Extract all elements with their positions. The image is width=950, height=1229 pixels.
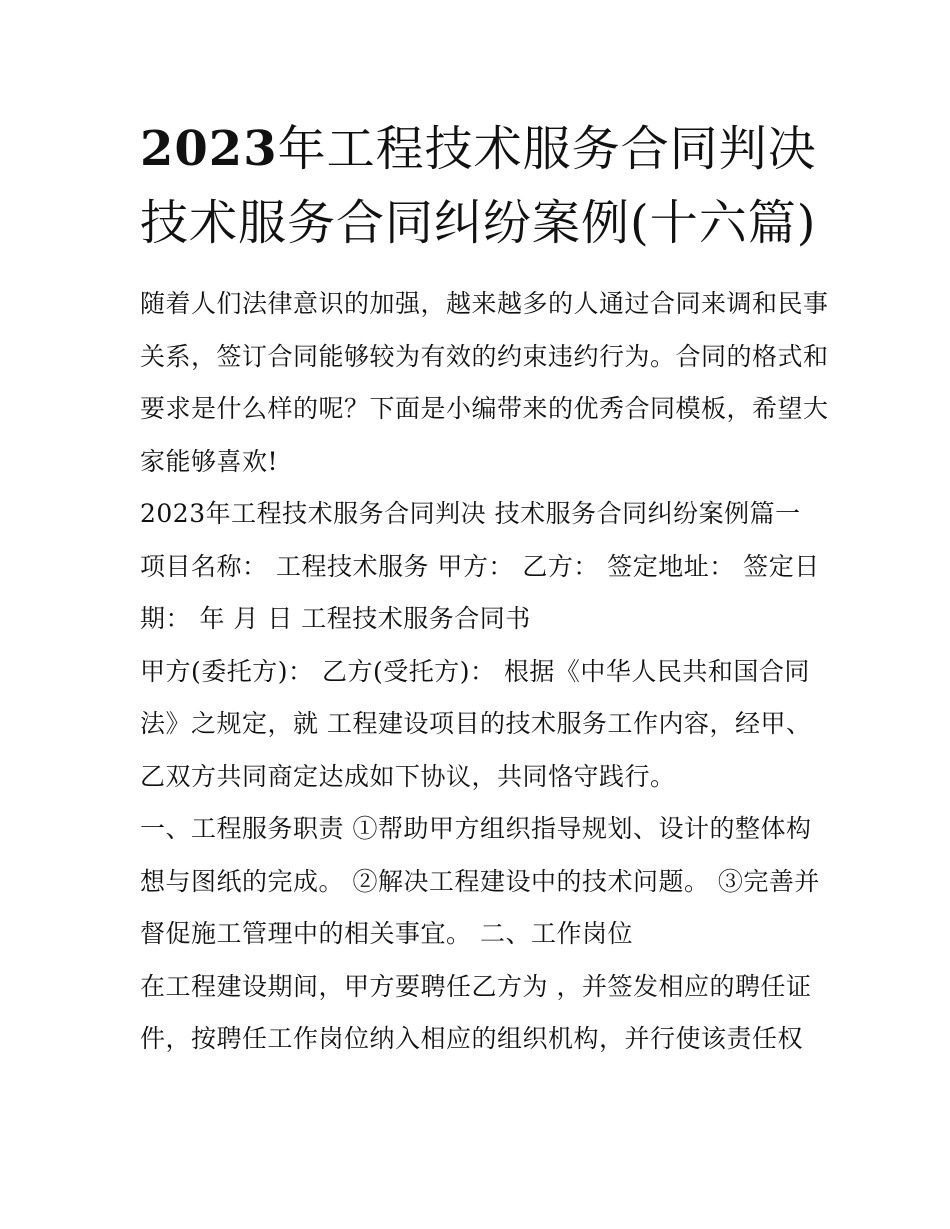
contract-header-paragraph: 2023年工程技术服务合同判决 技术服务合同纠纷案例篇一 项目名称： 工程技术服务 甲方： 乙方： 签定地址： 签定日期： 年 月 日 工程技术服务合同书 (140, 499, 820, 633)
duties-paragraph: 一、工程服务职责 ①帮助甲方组织指导规划、设计的整体构想与图纸的完成。 ②解决工程建设中的技术问题。 ③完善并督促施工管理中的相关事宜。 二、工作岗位 (140, 814, 820, 948)
intro-paragraph: 随着人们法律意识的加强，越来越多的人通过合同来调和民事关系，签订合同能够较为有效的约束违约行为。合同的格式和要求是什么样的呢？下面是小编带来的优秀合同模板，希望大家能够喜欢! (140, 289, 829, 476)
document-page (140, 112, 830, 1066)
title-text: 年工程技术服务合同判决 技术服务合同纠纷案例(十六篇) (140, 121, 817, 251)
document-title (140, 112, 830, 260)
title-year: 2023 (140, 121, 278, 177)
parties-paragraph: 甲方(委托方)： 乙方(受托方)： 根据《中华人民共和国合同法》之规定，就 工程建设项目的技术服务工作内容，经甲、乙双方共同商定达成如下协议，共同恪守践行。 (140, 656, 812, 791)
position-paragraph: 在工程建设期间，甲方要聘任乙方为 ，并签发相应的聘任证件，按聘任工作岗位纳入相应的组织机构，并行使该责任权 (140, 971, 812, 1053)
